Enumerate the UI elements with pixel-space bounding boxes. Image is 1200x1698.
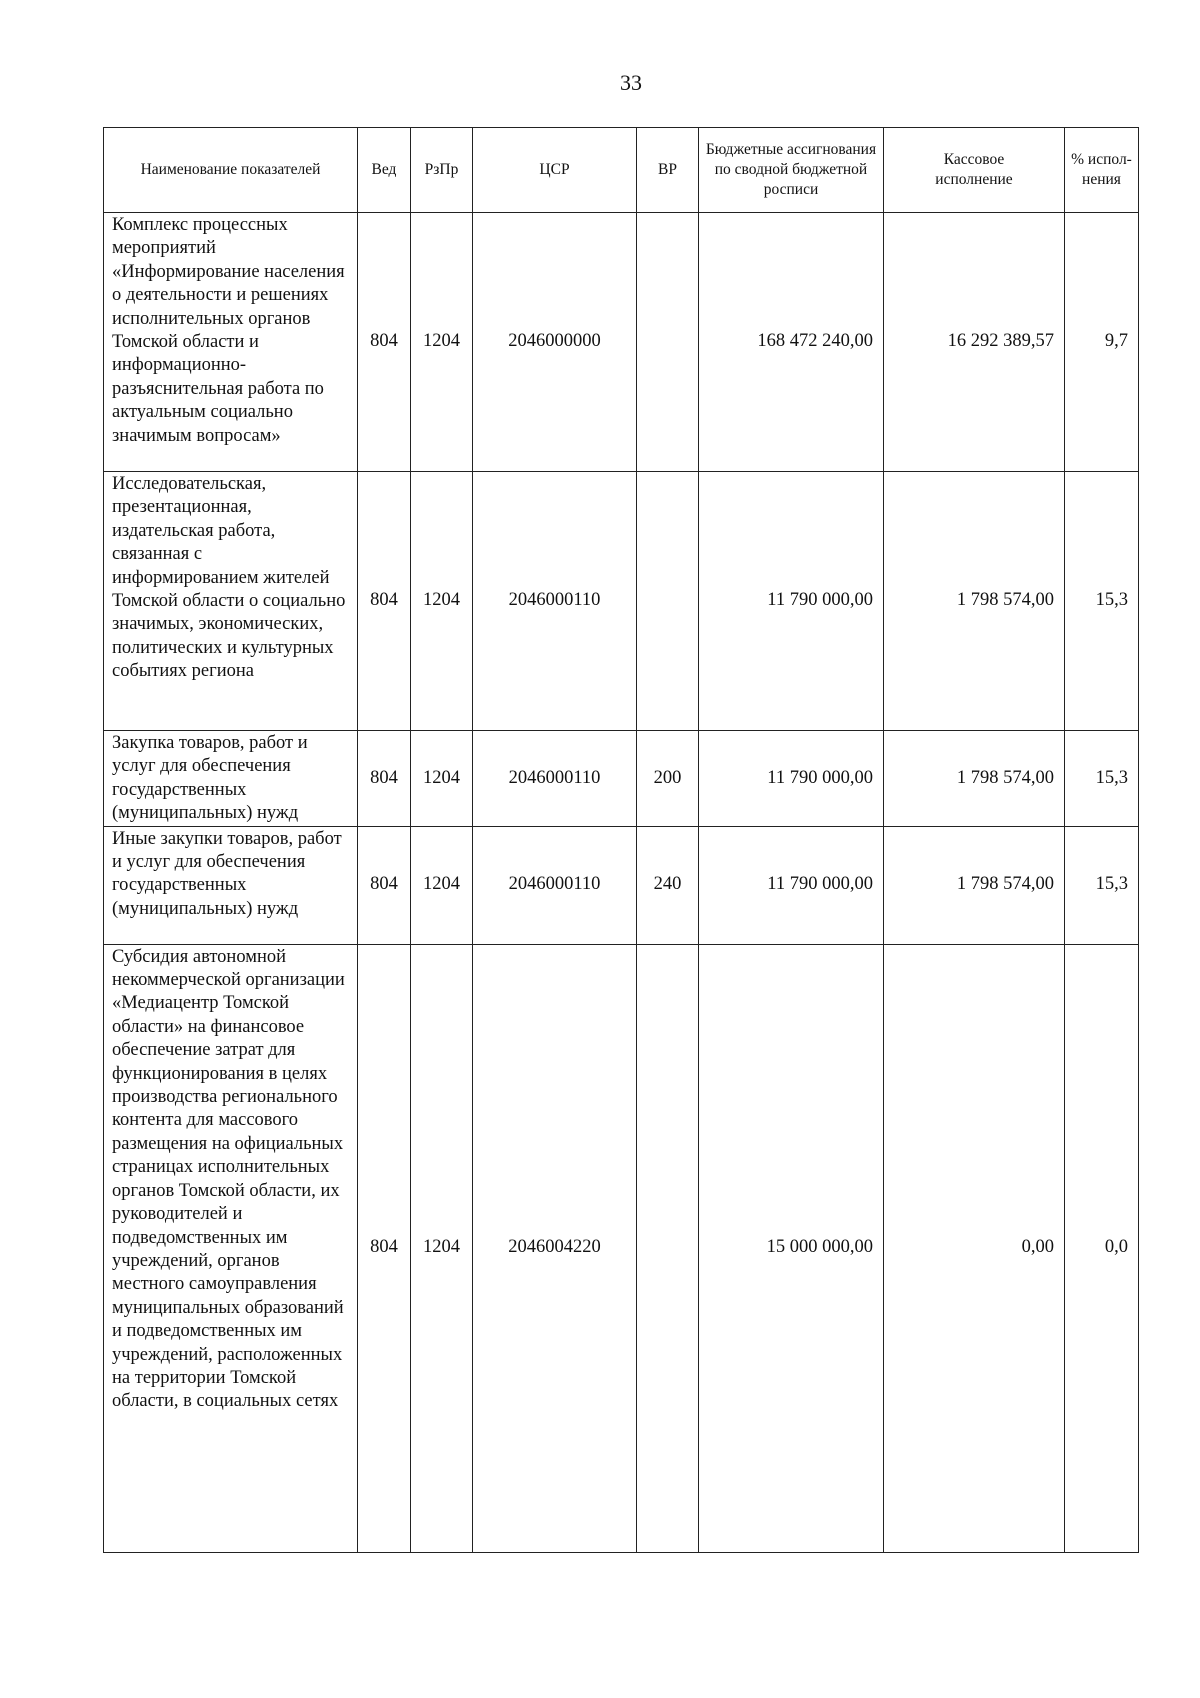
header-percent: % испол-нения <box>1065 128 1139 213</box>
table-header-row <box>104 128 1139 213</box>
row-percent: 15,3 <box>1065 472 1139 731</box>
row-vr <box>637 472 699 731</box>
row-cash-execution: 1 798 574,00 <box>884 826 1065 944</box>
row-ved: 804 <box>358 944 411 1552</box>
row-vr <box>637 213 699 472</box>
row-rzpr: 1204 <box>411 826 473 944</box>
row-name: Закупка товаров, работ и услуг для обеспечения государственных (муниципальных) нужд <box>104 731 358 827</box>
row-percent: 0,0 <box>1065 944 1139 1552</box>
row-assignments: 15 000 000,00 <box>699 944 884 1552</box>
row-cash-execution: 1 798 574,00 <box>884 472 1065 731</box>
row-vr: 240 <box>637 826 699 944</box>
row-assignments: 168 472 240,00 <box>699 213 884 472</box>
row-ved: 804 <box>358 472 411 731</box>
budget-execution-table <box>103 127 1139 1553</box>
row-rzpr: 1204 <box>411 944 473 1552</box>
row-percent: 9,7 <box>1065 213 1139 472</box>
row-vr: 200 <box>637 731 699 827</box>
row-assignments: 11 790 000,00 <box>699 472 884 731</box>
row-csr: 2046004220 <box>473 944 637 1552</box>
table-row <box>104 213 1139 472</box>
row-csr: 2046000000 <box>473 213 637 472</box>
row-name: Исследовательская, презентационная, издательская работа, связанная с информированием жителей Томской области о социально значимых, экономических, политических и культурных событиях региона <box>104 472 358 731</box>
row-rzpr: 1204 <box>411 213 473 472</box>
page-number: 33 <box>620 70 642 95</box>
row-ved: 804 <box>358 826 411 944</box>
row-ved: 804 <box>358 213 411 472</box>
header-name: Наименование показателей <box>104 128 358 213</box>
row-percent: 15,3 <box>1065 731 1139 827</box>
header-cash-execution: Кассовое исполнение <box>884 128 1065 213</box>
row-cash-execution: 1 798 574,00 <box>884 731 1065 827</box>
row-cash-execution: 16 292 389,57 <box>884 213 1065 472</box>
row-csr: 2046000110 <box>473 731 637 827</box>
header-ved: Вед <box>358 128 411 213</box>
header-vr: ВР <box>637 128 699 213</box>
row-assignments: 11 790 000,00 <box>699 826 884 944</box>
header-rzpr: РзПр <box>411 128 473 213</box>
row-vr <box>637 944 699 1552</box>
header-assignments: Бюджетные ассигнования по сводной бюджетной росписи <box>699 128 884 213</box>
header-csr: ЦСР <box>473 128 637 213</box>
row-percent: 15,3 <box>1065 826 1139 944</box>
table-row <box>104 472 1139 731</box>
row-csr: 2046000110 <box>473 826 637 944</box>
row-rzpr: 1204 <box>411 731 473 827</box>
row-name: Субсидия автономной некоммерческой организации «Медиацентр Томской области» на финансовое обеспечение затрат для функционирования в целях производства регионального контента для массового размещения на официальных страницах исполнительных органов Томской области, их руководителей и подведомственных им учреждений, органов местного самоуправления муниципальных образований и подведомственных им учреждений, расположенных на территории Томской области, в социальных сетях <box>104 944 358 1552</box>
table-row <box>104 826 1139 944</box>
row-csr: 2046000110 <box>473 472 637 731</box>
row-name: Комплекс процессных мероприятий «Информирование населения о деятельности и решениях исполнительных органов Томской области и информационно-разъяснительная работа по актуальным социально значимым вопросам» <box>104 213 358 472</box>
row-name: Иные закупки товаров, работ и услуг для обеспечения государственных (муниципальных) нужд <box>104 826 358 944</box>
row-cash-execution: 0,00 <box>884 944 1065 1552</box>
table-row <box>104 731 1139 827</box>
row-ved: 804 <box>358 731 411 827</box>
table-row <box>104 944 1139 1552</box>
row-rzpr: 1204 <box>411 472 473 731</box>
row-assignments: 11 790 000,00 <box>699 731 884 827</box>
